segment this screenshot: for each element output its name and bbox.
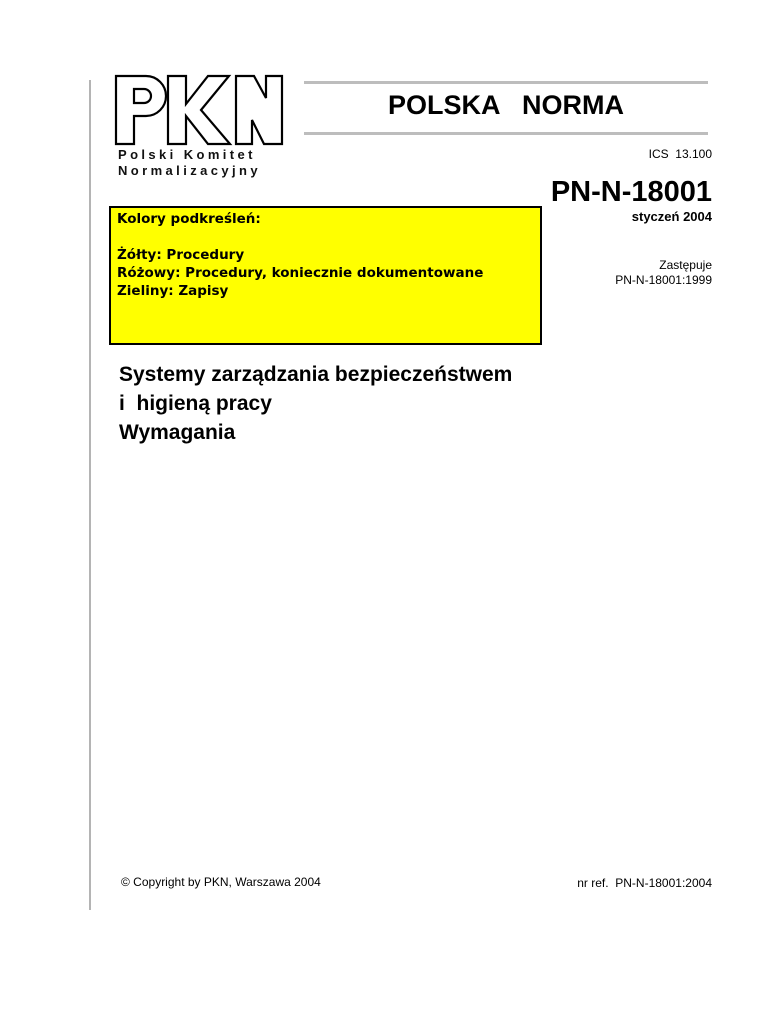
replaces-label: Zastępuje	[659, 258, 712, 272]
document-title-line: Systemy zarządzania bezpieczeństwem	[119, 363, 513, 386]
document-title-line: i higieną pracy	[119, 392, 272, 415]
left-margin-rule	[89, 80, 91, 910]
header-rule-top	[304, 81, 708, 84]
ics-code: ICS 13.100	[648, 147, 712, 161]
header-rule-bottom	[304, 132, 708, 135]
note-heading: Kolory podkreśleń:	[117, 211, 261, 227]
standard-number: PN-N-18001	[550, 176, 712, 208]
note-item-yellow: Żółty: Procedury	[117, 247, 245, 263]
replaced-standard-number: PN-N-18001:1999	[615, 273, 712, 287]
standard-title: POLSKA NORMA	[388, 90, 624, 120]
note-item-green: Zieliny: Zapisy	[117, 283, 229, 299]
copyright-notice: © Copyright by PKN, Warszawa 2004	[121, 875, 321, 889]
reference-number: nr ref. PN-N-18001:2004	[577, 876, 712, 890]
pkn-logo	[112, 72, 284, 146]
organization-line-2: Normalizacyjny	[118, 163, 261, 178]
highlight-colors-note	[109, 206, 542, 345]
organization-line-1: Polski Komitet	[118, 147, 256, 162]
note-item-pink: Różowy: Procedury, koniecznie dokumentowane	[117, 265, 484, 281]
document-title	[119, 360, 512, 447]
document-title-line: Wymagania	[119, 421, 236, 444]
publication-date: styczeń 2004	[631, 209, 712, 224]
